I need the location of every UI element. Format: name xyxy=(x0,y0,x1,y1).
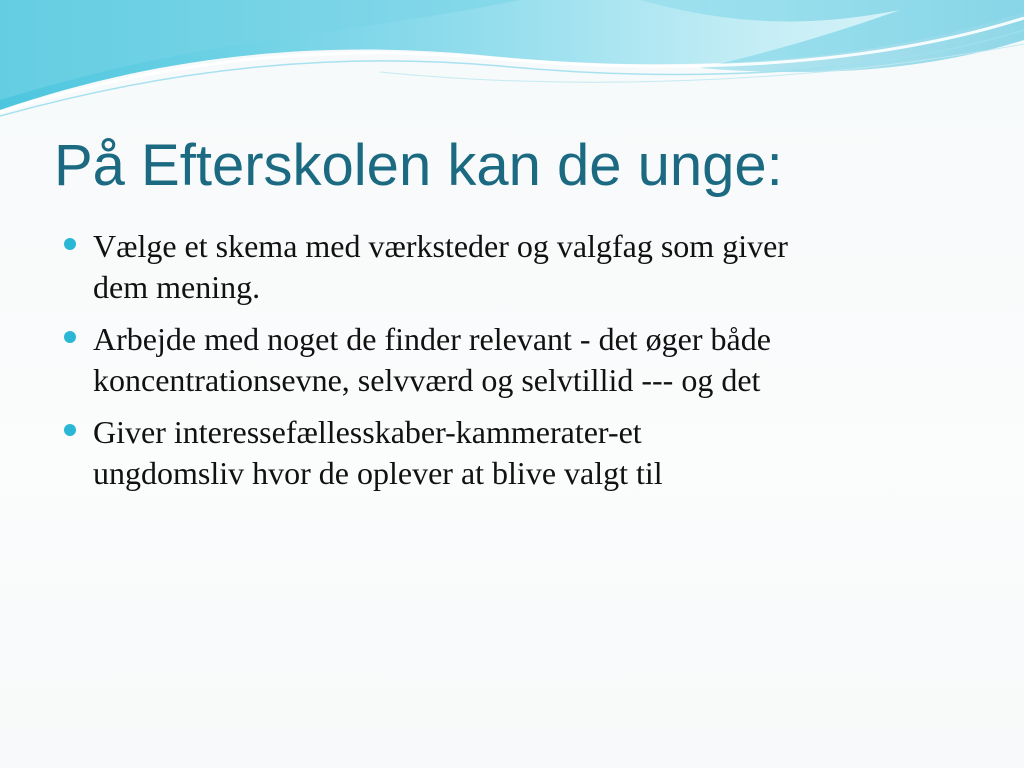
bullet-dot-icon xyxy=(64,238,76,250)
bullet-text-line: Arbejde med noget de finder relevant - det øger både xyxy=(93,321,771,357)
bullet-list xyxy=(62,226,962,505)
header-wave-decoration xyxy=(0,0,1024,120)
bullet-text-line: dem mening. xyxy=(93,269,261,305)
bullet-item xyxy=(62,412,962,494)
bullet-text-line: Vælge et skema med værksteder og valgfag som giver xyxy=(93,228,788,264)
bullet-dot-icon xyxy=(64,424,76,436)
bullet-text-line: koncentrationsevne, selvværd og selvtillid --- og det xyxy=(93,362,761,398)
slide-title: På Efterskolen kan de unge: xyxy=(54,133,783,198)
bullet-item xyxy=(62,319,962,401)
bullet-item xyxy=(62,226,962,308)
bullet-dot-icon xyxy=(64,331,76,343)
bullet-text-line: Giver interessefællesskaber-kammerater-et xyxy=(93,414,642,450)
bullet-text-line: ungdomsliv hvor de oplever at blive valgt til xyxy=(93,455,663,491)
